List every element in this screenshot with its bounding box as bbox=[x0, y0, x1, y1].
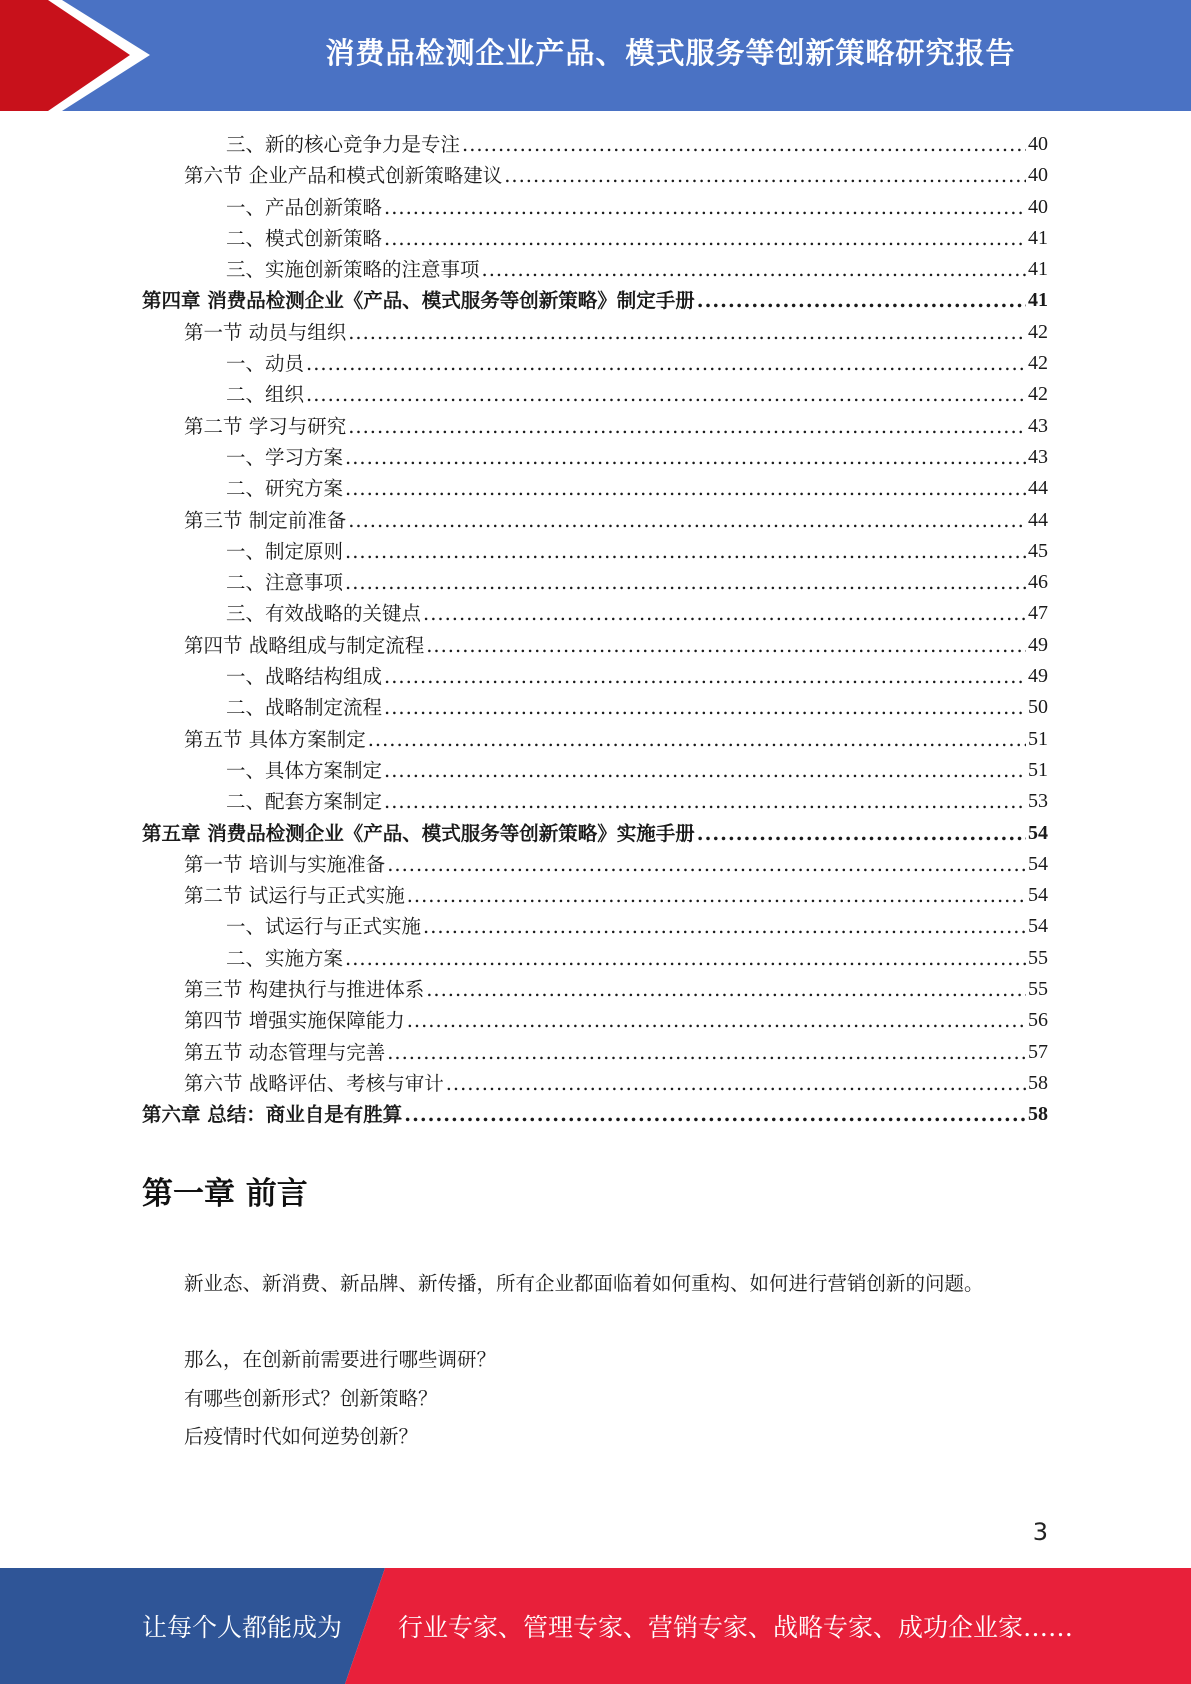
toc-section-entry[interactable] bbox=[142, 1005, 1048, 1036]
toc-page-number: 45 bbox=[1028, 539, 1048, 562]
toc-dot-leader bbox=[345, 473, 1026, 504]
toc-dot-leader bbox=[407, 880, 1026, 911]
toc-dot-leader bbox=[423, 598, 1026, 629]
toc-chapter-entry[interactable] bbox=[142, 1099, 1048, 1130]
toc-dot-leader bbox=[504, 160, 1026, 191]
toc-page-number: 57 bbox=[1028, 1040, 1048, 1063]
toc-page-number: 41 bbox=[1028, 258, 1048, 281]
toc-subsection-entry[interactable] bbox=[142, 254, 1048, 285]
toc-page-number: 42 bbox=[1028, 383, 1048, 406]
toc-entry-title: 第一节 培训与实施准备 bbox=[184, 852, 386, 876]
toc-entry-title: 二、研究方案 bbox=[226, 477, 344, 501]
toc-dot-leader bbox=[348, 411, 1026, 442]
toc-section-entry[interactable] bbox=[142, 849, 1048, 880]
question-paragraph: 后疫情时代如何逆势创新？ bbox=[184, 1425, 419, 1448]
toc-entry-title: 第四节 增强实施保障能力 bbox=[184, 1009, 405, 1033]
toc-page-number: 46 bbox=[1028, 571, 1048, 594]
toc-page-number: 54 bbox=[1028, 852, 1048, 875]
toc-chapter-entry[interactable] bbox=[142, 818, 1048, 849]
toc-dot-leader bbox=[482, 254, 1026, 285]
toc-dot-leader bbox=[345, 536, 1026, 567]
toc-page-number: 56 bbox=[1028, 1009, 1048, 1032]
header-chevron-decoration bbox=[0, 0, 160, 111]
footer-slogan-right: 行业专家、管理专家、营销专家、战略专家、成功企业家…… bbox=[398, 1613, 1074, 1642]
toc-subsection-entry[interactable] bbox=[142, 536, 1048, 567]
toc-entry-title: 二、战略制定流程 bbox=[226, 696, 383, 720]
toc-dot-leader bbox=[407, 1005, 1026, 1036]
toc-entry-title: 一、具体方案制定 bbox=[226, 758, 383, 782]
footer-slogan-left: 让每个人都能成为 bbox=[142, 1613, 343, 1642]
toc-entry-title: 二、配套方案制定 bbox=[226, 790, 383, 814]
toc-page-number: 49 bbox=[1028, 665, 1048, 688]
toc-dot-leader bbox=[387, 849, 1026, 880]
toc-dot-leader bbox=[384, 786, 1026, 817]
toc-entry-title: 第六节 战略评估、考核与审计 bbox=[184, 1071, 444, 1095]
toc-entry-title: 第一节 动员与组织 bbox=[184, 320, 347, 344]
toc-subsection-entry[interactable] bbox=[142, 755, 1048, 786]
toc-entry-title: 三、新的核心竞争力是专注 bbox=[226, 133, 461, 156]
toc-dot-leader bbox=[348, 317, 1026, 348]
toc-subsection-entry[interactable] bbox=[142, 786, 1048, 817]
toc-subsection-entry[interactable] bbox=[142, 598, 1048, 629]
toc-section-entry[interactable] bbox=[142, 724, 1048, 755]
toc-subsection-entry[interactable] bbox=[142, 379, 1048, 410]
toc-dot-leader bbox=[345, 943, 1026, 974]
toc-dot-leader bbox=[348, 505, 1026, 536]
toc-entry-title: 一、制定原则 bbox=[226, 539, 344, 563]
toc-entry-title: 第六节 企业产品和模式创新策略建议 bbox=[184, 164, 503, 188]
toc-page-number: 49 bbox=[1028, 633, 1048, 656]
toc-page-number: 51 bbox=[1028, 727, 1048, 750]
toc-entry-title: 第二节 试运行与正式实施 bbox=[184, 884, 405, 908]
toc-dot-leader bbox=[423, 911, 1026, 942]
toc-dot-leader bbox=[384, 692, 1026, 723]
page-footer bbox=[0, 1568, 1191, 1684]
toc-dot-leader bbox=[345, 567, 1026, 598]
toc-page-number: 40 bbox=[1028, 195, 1048, 218]
toc-dot-leader bbox=[384, 223, 1026, 254]
toc-entry-title: 第五节 具体方案制定 bbox=[184, 727, 366, 751]
toc-page-number: 40 bbox=[1028, 164, 1048, 187]
toc-page-number: 43 bbox=[1028, 445, 1048, 468]
toc-chapter-entry[interactable] bbox=[142, 285, 1048, 316]
toc-entry-title: 第四节 战略组成与制定流程 bbox=[184, 633, 425, 657]
toc-subsection-entry[interactable] bbox=[142, 943, 1048, 974]
toc-dot-leader bbox=[306, 348, 1026, 379]
toc-page-number: 55 bbox=[1028, 978, 1048, 1001]
toc-entry-title: 第三节 制定前准备 bbox=[184, 508, 347, 532]
toc-entry-title: 第五章 消费品检测企业《产品、模式服务等创新策略》实施手册 bbox=[142, 821, 695, 845]
toc-page-number: 58 bbox=[1028, 1103, 1048, 1126]
toc-entry-title: 一、产品创新策略 bbox=[226, 195, 383, 219]
toc-entry-title: 二、模式创新策略 bbox=[226, 226, 383, 250]
toc-subsection-entry[interactable] bbox=[142, 348, 1048, 379]
question-paragraph: 那么，在创新前需要进行哪些调研？ bbox=[184, 1348, 497, 1371]
toc-dot-leader bbox=[368, 724, 1026, 755]
toc-entry-title: 二、组织 bbox=[226, 383, 305, 407]
toc-subsection-entry[interactable] bbox=[142, 442, 1048, 473]
toc-entry-title: 三、有效战略的关键点 bbox=[226, 602, 422, 626]
question-paragraph: 有哪些创新形式？创新策略？ bbox=[184, 1387, 438, 1410]
toc-dot-leader bbox=[426, 630, 1026, 661]
toc-dot-leader bbox=[306, 379, 1026, 410]
table-of-contents bbox=[142, 129, 1048, 1131]
toc-subsection-entry[interactable] bbox=[142, 473, 1048, 504]
toc-entry-title: 第五节 动态管理与完善 bbox=[184, 1040, 386, 1064]
toc-subsection-entry[interactable] bbox=[142, 567, 1048, 598]
toc-subsection-entry[interactable] bbox=[142, 661, 1048, 692]
intro-paragraph: 新业态、新消费、新品牌、新传播，所有企业都面临着如何重构、如何进行营销创新的问题。 bbox=[184, 1272, 984, 1295]
toc-page-number: 42 bbox=[1028, 352, 1048, 375]
report-title: 消费品检测企业产品、模式服务等创新策略研究报告 bbox=[325, 36, 1016, 70]
toc-page-number: 55 bbox=[1028, 946, 1048, 969]
toc-dot-leader bbox=[404, 1099, 1026, 1130]
toc-subsection-entry[interactable] bbox=[142, 223, 1048, 254]
toc-page-number: 54 bbox=[1028, 884, 1048, 907]
toc-entry-title: 一、试运行与正式实施 bbox=[226, 915, 422, 939]
toc-dot-leader bbox=[446, 1068, 1026, 1099]
toc-entry-title: 三、实施创新策略的注意事项 bbox=[226, 258, 480, 282]
toc-page-number: 42 bbox=[1028, 320, 1048, 343]
chapter-heading: 第一章 前言 bbox=[142, 1176, 308, 1212]
toc-dot-leader bbox=[384, 661, 1026, 692]
toc-subsection-entry[interactable] bbox=[142, 192, 1048, 223]
toc-entry-title: 一、学习方案 bbox=[226, 445, 344, 469]
toc-entry-title: 一、动员 bbox=[226, 352, 305, 376]
toc-page-number: 41 bbox=[1028, 226, 1048, 249]
toc-page-number: 51 bbox=[1028, 758, 1048, 781]
toc-section-entry[interactable] bbox=[142, 880, 1048, 911]
toc-page-number: 54 bbox=[1028, 915, 1048, 938]
toc-dot-leader bbox=[384, 192, 1026, 223]
toc-dot-leader bbox=[697, 818, 1026, 849]
toc-section-entry[interactable] bbox=[142, 317, 1048, 348]
toc-dot-leader bbox=[697, 285, 1026, 316]
toc-entry-title: 第四章 消费品检测企业《产品、模式服务等创新策略》制定手册 bbox=[142, 289, 695, 313]
toc-dot-leader bbox=[345, 442, 1026, 473]
toc-entry-title: 二、实施方案 bbox=[226, 946, 344, 970]
toc-dot-leader bbox=[462, 129, 1026, 160]
toc-page-number: 54 bbox=[1028, 821, 1048, 844]
toc-section-entry[interactable] bbox=[142, 630, 1048, 661]
toc-section-entry[interactable] bbox=[142, 1068, 1048, 1099]
toc-entry-title: 一、战略结构组成 bbox=[226, 665, 383, 689]
toc-page-number: 44 bbox=[1028, 477, 1048, 500]
toc-page-number: 53 bbox=[1028, 790, 1048, 813]
toc-page-number: 58 bbox=[1028, 1071, 1048, 1094]
toc-section-entry[interactable] bbox=[142, 160, 1048, 191]
toc-subsection-entry[interactable] bbox=[142, 692, 1048, 723]
toc-section-entry[interactable] bbox=[142, 505, 1048, 536]
page-number: 3 bbox=[1032, 1518, 1048, 1546]
toc-page-number: 40 bbox=[1028, 133, 1048, 155]
toc-dot-leader bbox=[426, 974, 1026, 1005]
toc-section-entry[interactable] bbox=[142, 974, 1048, 1005]
page-header bbox=[0, 0, 1191, 111]
toc-page-number: 47 bbox=[1028, 602, 1048, 625]
toc-subsection-entry[interactable] bbox=[142, 911, 1048, 942]
toc-page-number: 50 bbox=[1028, 696, 1048, 719]
toc-dot-leader bbox=[387, 1037, 1026, 1068]
toc-page-number: 43 bbox=[1028, 414, 1048, 437]
toc-entry-title: 第三节 构建执行与推进体系 bbox=[184, 978, 425, 1002]
toc-page-number: 41 bbox=[1028, 289, 1048, 312]
toc-section-entry[interactable] bbox=[142, 411, 1048, 442]
toc-subsection-entry[interactable] bbox=[142, 129, 1048, 160]
toc-section-entry[interactable] bbox=[142, 1037, 1048, 1068]
toc-entry-title: 第二节 学习与研究 bbox=[184, 414, 347, 438]
toc-page-number: 44 bbox=[1028, 508, 1048, 531]
toc-dot-leader bbox=[384, 755, 1026, 786]
toc-entry-title: 第六章 总结：商业自是有胜算 bbox=[142, 1103, 403, 1127]
toc-entry-title: 二、注意事项 bbox=[226, 571, 344, 595]
